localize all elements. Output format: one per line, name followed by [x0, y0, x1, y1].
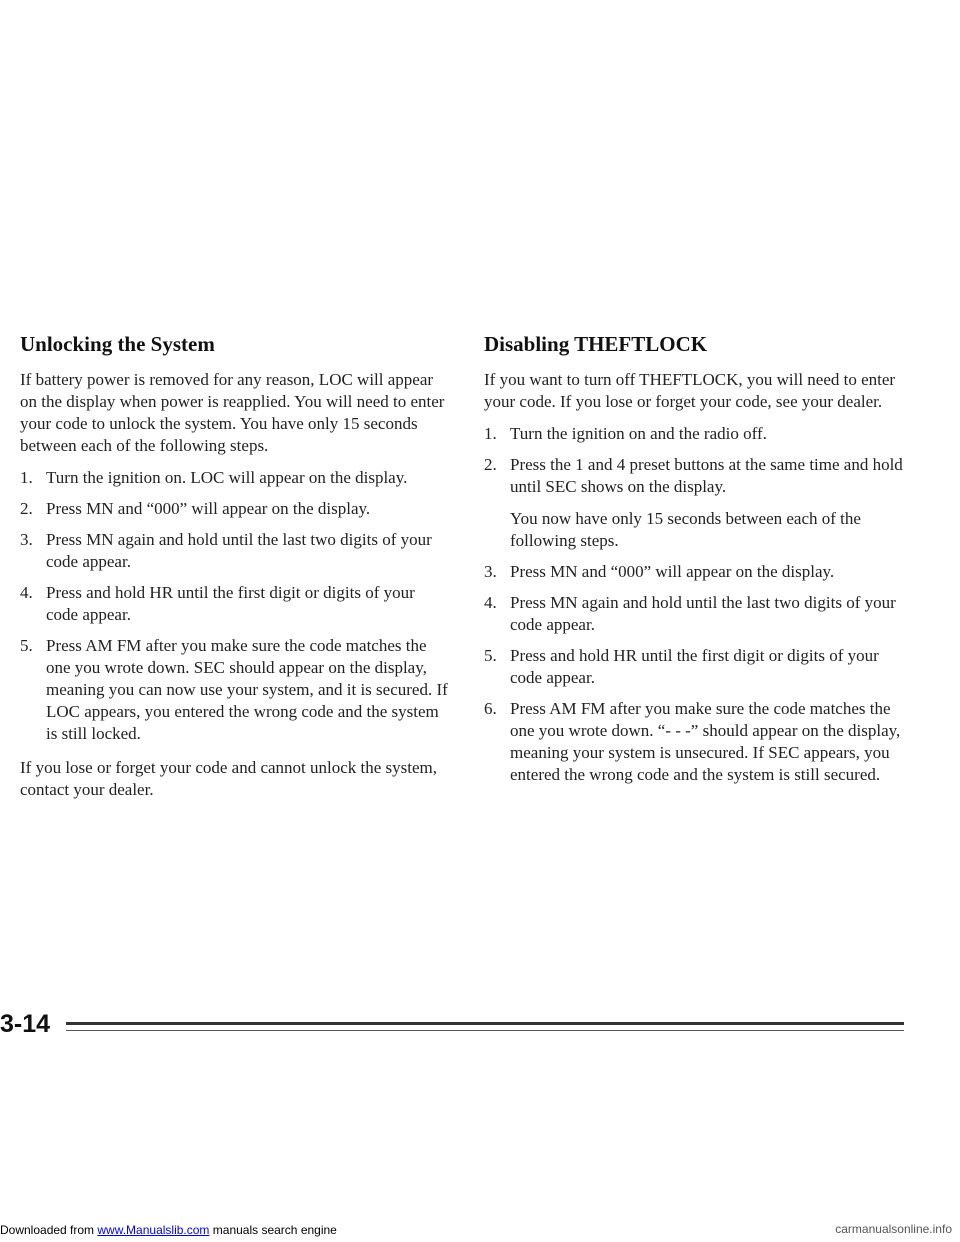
download-prefix: Downloaded from	[0, 1223, 98, 1237]
step-text: Turn the ignition on and the radio off.	[510, 424, 767, 443]
step-text: Press and hold HR until the first digit or digits of your code appear.	[46, 583, 415, 624]
footer-rule	[66, 1022, 904, 1025]
step-text: Press AM FM after you make sure the code matches the one you wrote down. “- - -” should appear on the display, meaning your system is unsecured. If SEC appears, you entered the wrong code and the system is still secured.	[510, 699, 901, 784]
list-item	[484, 423, 914, 445]
step-note: You now have only 15 seconds between each of the following steps.	[510, 509, 861, 550]
step-text: Press MN again and hold until the last two digits of your code appear.	[510, 593, 896, 634]
step-text: Press the 1 and 4 preset buttons at the same time and hold until SEC shows on the display.	[510, 455, 903, 496]
step-text: Turn the ignition on. LOC will appear on the display.	[46, 468, 408, 487]
list-item	[484, 561, 914, 583]
step-number: 5.	[484, 646, 497, 665]
step-number: 5.	[20, 636, 33, 655]
list-item	[20, 467, 450, 489]
intro-paragraph: If you want to turn off THEFTLOCK, you will need to enter your code. If you lose or forget your code, see your dealer.	[484, 370, 896, 411]
list-item	[484, 454, 914, 552]
step-number: 4.	[20, 583, 33, 602]
section-title-disabling: Disabling THEFTLOCK	[484, 332, 708, 356]
list-item	[484, 645, 914, 689]
list-item	[20, 498, 450, 520]
step-text: Press and hold HR until the first digit or digits of your code appear.	[510, 646, 879, 687]
step-text: Press MN and “000” will appear on the display.	[510, 562, 835, 581]
steps-list	[484, 423, 914, 786]
step-text: Press AM FM after you make sure the code matches the one you wrote down. SEC should appear on the display, meaning you can now use your system, and it is secured. If LOC appears, you entered the wrong code and the system is still locked.	[46, 636, 448, 743]
intro-paragraph: If battery power is removed for any reason, LOC will appear on the display when power is reapplied. You will need to enter your code to unlock the system. You have only 15 seconds between each of the following steps.	[20, 370, 445, 455]
watermark: carmanualsonline.info	[835, 1222, 952, 1236]
right-column	[484, 332, 914, 798]
left-column	[20, 332, 450, 811]
list-item	[20, 582, 450, 626]
step-number: 1.	[20, 468, 33, 487]
step-text: Press MN again and hold until the last two digits of your code appear.	[46, 530, 432, 571]
list-item	[20, 529, 450, 573]
step-number: 4.	[484, 593, 497, 612]
step-number: 1.	[484, 424, 497, 443]
footer-rule-thin	[66, 1030, 904, 1031]
section-title-unlocking: Unlocking the System	[20, 332, 215, 356]
step-text: Press MN and “000” will appear on the display.	[46, 499, 371, 518]
step-number: 2.	[20, 499, 33, 518]
page-number: 3-14	[0, 1010, 51, 1038]
download-banner	[0, 1223, 337, 1237]
manualslib-link[interactable]: www.Manualslib.com	[97, 1223, 210, 1237]
download-suffix: manuals search engine	[209, 1223, 337, 1237]
closing-paragraph: If you lose or forget your code and cannot unlock the system, contact your dealer.	[20, 758, 438, 799]
step-number: 3.	[484, 562, 497, 581]
step-number: 2.	[484, 455, 497, 474]
list-item	[20, 635, 450, 745]
step-number: 6.	[484, 699, 497, 718]
list-item	[484, 592, 914, 636]
steps-list	[20, 467, 450, 745]
list-item	[484, 698, 914, 786]
step-number: 3.	[20, 530, 33, 549]
